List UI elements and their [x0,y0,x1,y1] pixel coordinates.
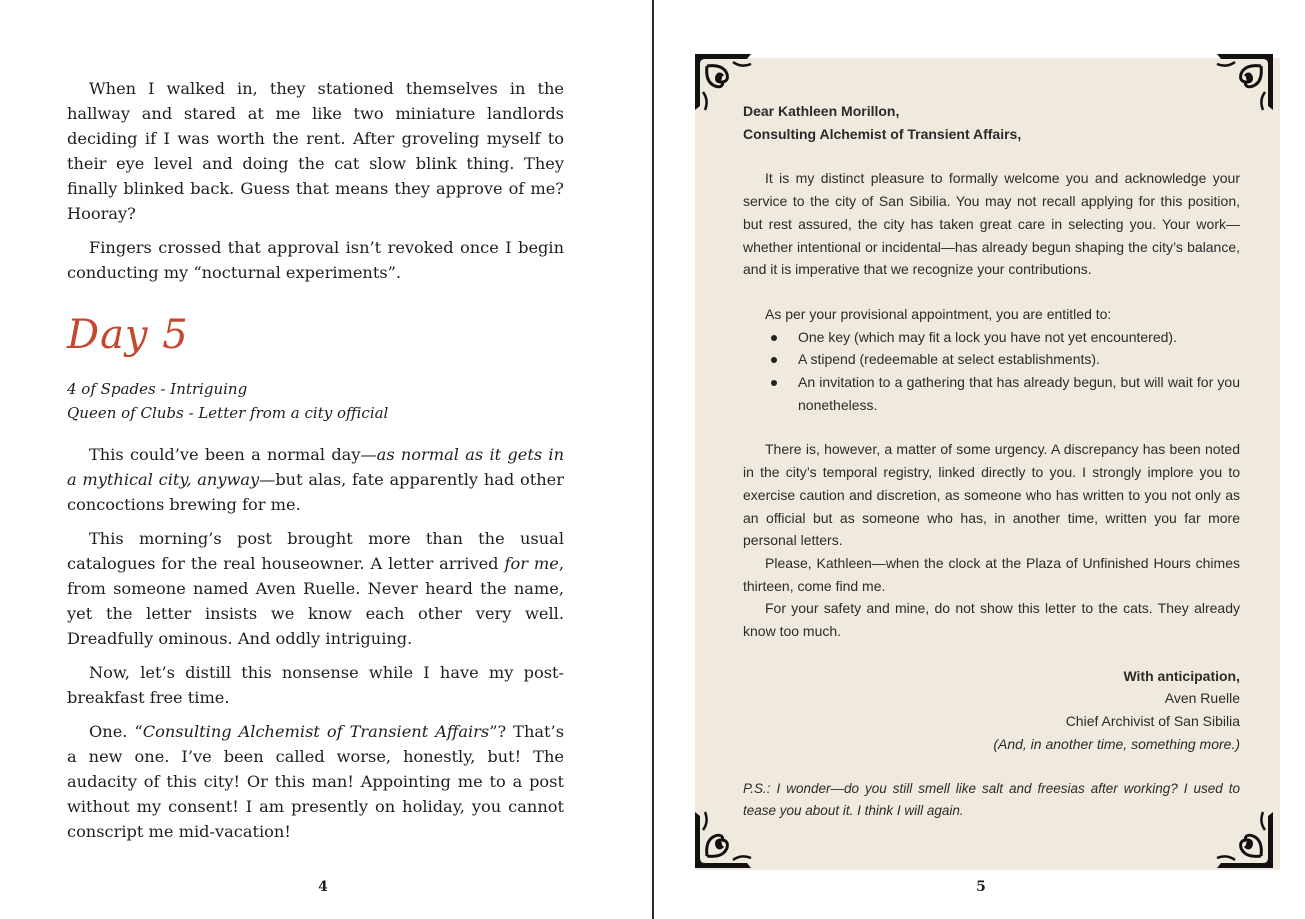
letter-paragraph-urgency: There is, however, a matter of some urgency. A discrepancy has been noted in the city’s temporal registry, linked directly to you. I strongly implore you to exercise caution and discretion, as someone who has written to you not only as an official but as someone who has, in another time, written you far more personal letters. [743,441,1240,549]
salutation-name: Dear Kathleen Morillon, [743,103,900,119]
letter-paragraph-entitled: As per your provisional appointment, you are entitled to: [765,305,1112,322]
p4-text-b: for me [504,554,559,573]
postscript: P.S.: I wonder—do you still smell like salt and freesias after working? I used to tease you about it. I think I will again. [743,780,1240,819]
card-list [67,377,564,425]
salutation-title: Consulting Alchemist of Transient Affairs, [743,125,1022,142]
list-item: An invitation to a gathering that has already begun, but will wait for you nonetheless. [798,371,1240,416]
letter-paragraph-plaza: Please, Kathleen—when the clock at the Plaza of Unfinished Hours chimes thirteen, come find me. [743,554,1240,594]
p3-text-c: —but alas, fate apparently had other concoctions brewing for me. [67,470,564,514]
right-page [654,0,1305,919]
paragraph-post [67,526,564,651]
left-page-text [67,76,564,853]
card-line-2: Queen of Clubs - Letter from a city official [67,404,389,422]
p6-text-b: Consulting Alchemist of Transient Affairs [142,722,490,741]
p4-text-a: This morning’s post brought more than the usual catalogues for the real houseowner. A letter arrived [67,529,564,573]
closing-line: With anticipation, [1123,667,1240,684]
left-page [0,0,652,919]
day-title: Day 5 [67,312,189,358]
p3-text-b: as normal as it gets in a mythical city, anyway [67,445,564,489]
paragraph-cats-hallway: When I walked in, they stationed themselves in the hallway and stared at me like two miniature landlords deciding if I was worth the rent. After groveling myself to their eye level and doing the cat slow blink thing. They finally blinked back. Guess that means they approve of me? Hooray? [67,79,564,223]
entitlement-list [743,326,1240,417]
p6-text-a: One. “ [89,722,143,741]
letter-body [743,100,1240,823]
letter-paragraph-cats: For your safety and mine, do not show this letter to the cats. They already know too much. [743,600,1240,640]
paragraph-normal-day [67,442,564,517]
p3-text-a: This could’ve been a normal day— [89,445,377,464]
signer-note: (And, in another time, something more.) [993,735,1240,752]
card-line-1: 4 of Spades - Intriguing [67,380,248,398]
signer-name: Aven Ruelle [1164,690,1240,707]
paragraph-one [67,719,564,844]
page-number-right: 5 [976,879,986,895]
page-number-left: 4 [318,879,328,895]
p4-text-c: , from someone named Aven Ruelle. Never heard the name, yet the letter insists we know each other very well. Dreadfully ominous. And oddly intriguing. [67,554,564,648]
letter-paragraph-welcome: It is my distinct pleasure to formally welcome you and acknowledge your service to the city of San Sibilia. You may not recall applying for this position, but rest assured, the city has taken great care in selecting you. Your work—whether intentional or incidental—has already begun shaping the city’s balance, and it is imperative that we recognize your contributions. [743,170,1240,278]
list-item: A stipend (redeemable at select establishments). [798,348,1240,371]
list-item: One key (which may fit a lock you have not yet encountered). [798,326,1240,349]
paragraph-approval: Fingers crossed that approval isn’t revoked once I begin conducting my “nocturnal experiments”. [67,238,564,282]
signature-block [743,665,1240,756]
signer-title: Chief Archivist of San Sibilia [1065,713,1240,730]
paragraph-distill: Now, let’s distill this nonsense while I have my post-breakfast free time. [67,663,564,707]
p6-text-c: ”? That’s a new one. I’ve been called worse, honestly, but! The audacity of this city! Or this man! Appointing me to a post without my consent! I am presently on holiday, you cannot conscript me mid-vacation! [67,722,565,841]
